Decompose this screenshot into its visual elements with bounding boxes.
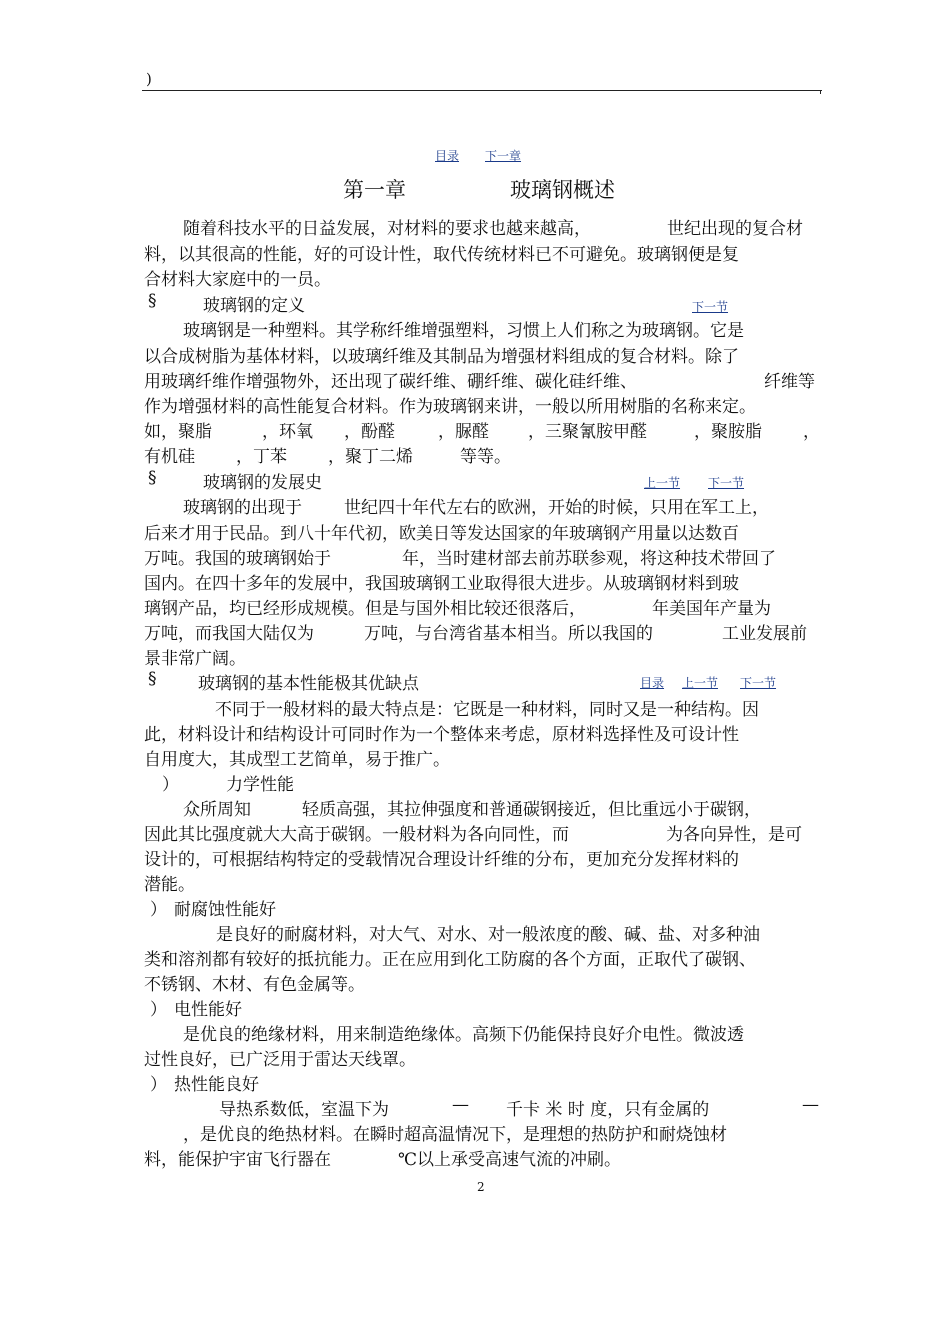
next-section-link[interactable]: 下一节 (708, 476, 745, 490)
body-line: 工业发展前 (722, 624, 807, 644)
body-line: 千卡 米 时 度，只有金属的 (506, 1100, 710, 1120)
intro-line: 料，以其很高的性能，好的可设计性，取代传统材料已不可避免。玻璃钢便是复 (144, 245, 739, 265)
body-line: 年，当时建材部去前苏联参观，将这种技术带回了 (402, 549, 776, 569)
body-line: 自用度大，其成型工艺简单，易于推广。 (144, 750, 450, 770)
resin-item: ， (803, 422, 820, 442)
resin-item: ，丁苯 (236, 447, 287, 467)
next-section-link[interactable]: 下一节 (740, 676, 777, 690)
body-line: 此，材料设计和结构设计可同时作为一个整体来考虑，原材料选择性及可设计性 (144, 725, 739, 745)
body-line: 是优良的绝缘材料，用来制造绝缘体。高频下仍能保持良好介电性。微波透 (183, 1025, 744, 1045)
body-line: 万吨。我国的玻璃钢始于 (144, 549, 331, 569)
body-line: ℃以上承受高速气流的冲刷。 (398, 1150, 622, 1170)
property-heading: 热性能良好 (174, 1075, 259, 1095)
property-mark: ） (162, 775, 179, 795)
body-line: 用玻璃纤维作增强物外，还出现了碳纤维、硼纤维、碳化硅纤维、 (144, 372, 637, 392)
body-line: 纤维等 (764, 372, 815, 392)
intro-line: 随着科技水平的日益发展，对材料的要求也越来越高， (183, 219, 591, 239)
body-line: — (802, 1095, 819, 1115)
property-heading: 电性能好 (174, 1000, 242, 1020)
body-line: 璃钢产品，均已经形成规模。但是与国外相比较还很落后， (144, 599, 586, 619)
body-line: 类和溶剂都有较好的抵抗能力。正在应用到化工防腐的各个方面，正取代了碳钢、 (144, 950, 756, 970)
toc-link[interactable]: 目录 (435, 149, 460, 163)
body-line: 不锈钢、木材、有色金属等。 (144, 975, 365, 995)
section-mark: § (148, 468, 157, 488)
chapter-title: 玻璃钢概述 (510, 178, 615, 202)
property-mark: ） (150, 900, 167, 920)
resin-item: ，聚丁二烯 (328, 447, 413, 467)
body-line: 过性良好，已广泛用于雷达天线罩。 (144, 1050, 416, 1070)
toc-link[interactable]: 目录 (640, 676, 665, 690)
body-line: 不同于一般材料的最大特点是：它既是一种材料，同时又是一种结构。因 (215, 700, 759, 720)
body-line: 料，能保护宇宙飞行器在 (144, 1150, 331, 1170)
next-chapter-link[interactable]: 下一章 (485, 149, 522, 163)
section-heading: 玻璃钢的定义 (203, 296, 305, 316)
body-line: — (452, 1095, 469, 1115)
body-line: 设计的，可根据结构特定的受载情况合理设计纤维的分布，更加充分发挥材料的 (144, 850, 739, 870)
body-line: 导热系数低，室温下为 (219, 1100, 389, 1120)
resin-item: ，三聚氰胺甲醛 (528, 422, 647, 442)
chapter-number: 第一章 (343, 178, 406, 202)
body-line: 以合成树脂为基体材料，以玻璃纤维及其制品为增强材料组成的复合材料。除了 (144, 347, 739, 367)
page-number: 2 (477, 1180, 485, 1194)
body-line: 作为增强材料的高性能复合材料。作为玻璃钢来讲，一般以所用树脂的名称来定。 (144, 397, 756, 417)
prev-section-link[interactable]: 上一节 (644, 476, 681, 490)
section-mark: § (148, 291, 157, 311)
body-line: 万吨，与台湾省基本相当。所以我国的 (364, 624, 653, 644)
intro-line: 世纪出现的复合材 (667, 219, 803, 239)
body-line: 众所周知 (183, 800, 251, 820)
resin-item: 有机硅 (144, 447, 195, 467)
body-line: 万吨，而我国大陆仅为 (144, 624, 314, 644)
body-line: 玻璃钢是一种塑料。其学称纤维增强塑料，习惯上人们称之为玻璃钢。它是 (183, 321, 744, 341)
resin-item: ，聚胺脂 (694, 422, 762, 442)
section-heading: 玻璃钢的基本性能极其优缺点 (198, 674, 419, 694)
header-rule (142, 90, 822, 91)
intro-line: 合材料大家庭中的一员。 (144, 270, 331, 290)
next-section-link[interactable]: 下一节 (692, 300, 729, 314)
property-heading: 耐腐蚀性能好 (174, 900, 276, 920)
body-line: 潜能。 (144, 875, 195, 895)
body-line: 玻璃钢的出现于 (183, 498, 302, 518)
property-mark: ） (150, 1000, 167, 1020)
resin-item: ，酚醛 (344, 422, 395, 442)
body-line: 景非常广阔。 (144, 649, 246, 669)
body-line: ，是优良的绝热材料。在瞬时超高温情况下，是理想的热防护和耐烧蚀材 (183, 1125, 727, 1145)
body-line: 是良好的耐腐材料，对大气、对水、对一般浓度的酸、碱、盐、对多种油 (216, 925, 760, 945)
body-line: 为各向异性，是可 (666, 825, 802, 845)
body-line: 年美国年产量为 (652, 599, 771, 619)
property-heading: 力学性能 (226, 775, 294, 795)
body-line: 因此其比强度就大大高于碳钢。一般材料为各向同性，而 (144, 825, 569, 845)
body-line: 轻质高强，其拉伸强度和普通碳钢接近，但比重远小于碳钢， (302, 800, 761, 820)
body-line: 世纪四十年代左右的欧洲，开始的时候，只用在军工上， (344, 498, 769, 518)
prev-section-link[interactable]: 上一节 (682, 676, 719, 690)
resin-item: ，环氧 (262, 422, 313, 442)
body-line: 后来才用于民品。到八十年代初，欧美日等发达国家的年玻璃钢产用量以达数百 (144, 524, 739, 544)
header-mark: ) (146, 70, 152, 88)
property-mark: ） (150, 1075, 167, 1095)
header-rule-tick (820, 90, 821, 94)
body-line: 国内。在四十多年的发展中，我国玻璃钢工业取得很大进步。从玻璃钢材料到玻 (144, 574, 739, 594)
resin-item: 如，聚脂 (144, 422, 212, 442)
section-heading: 玻璃钢的发展史 (203, 473, 322, 493)
resin-item: ，脲醛 (438, 422, 489, 442)
section-mark: § (148, 669, 157, 689)
resin-item: 等等。 (460, 447, 511, 467)
